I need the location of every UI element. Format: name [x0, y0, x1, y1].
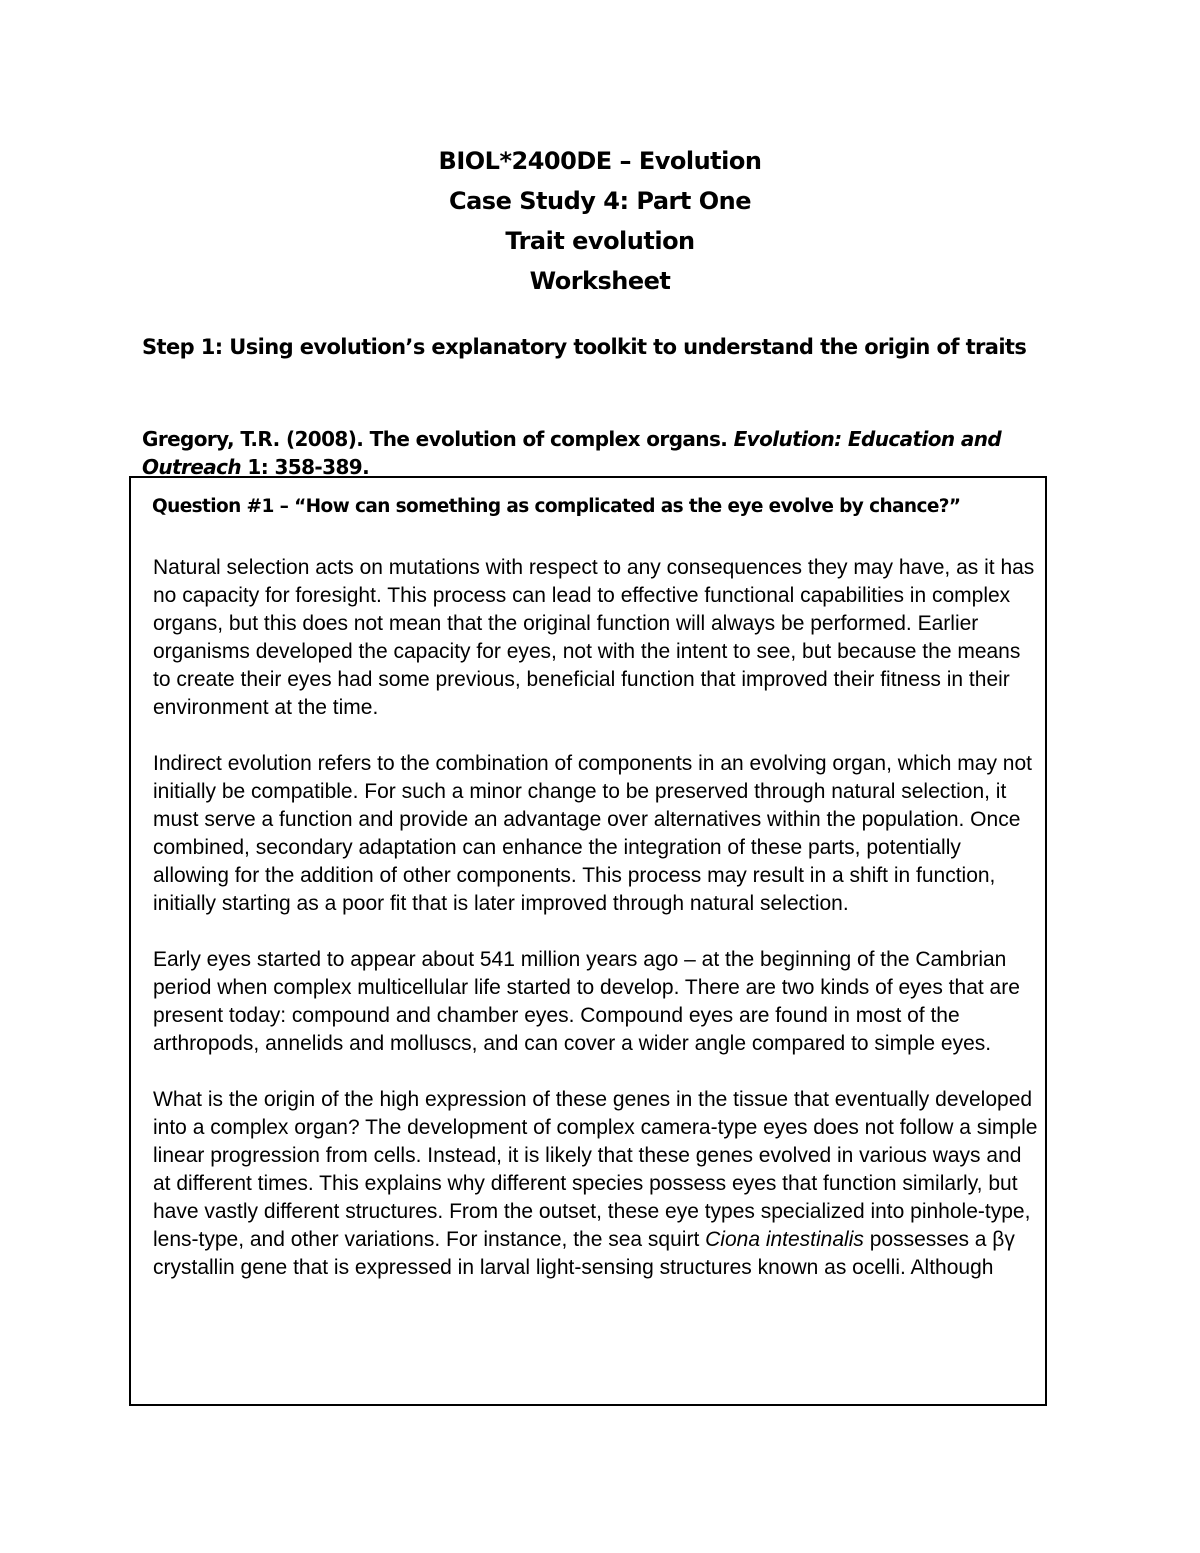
answer-text	[153, 554, 1038, 1310]
topic-title: Trait evolution	[505, 227, 695, 255]
answer-paragraph-4	[153, 1086, 1038, 1282]
document-type-title: Worksheet	[529, 267, 671, 295]
species-name: Ciona intestinalis	[705, 1228, 864, 1251]
case-study-title: Case Study 4: Part One	[449, 187, 751, 215]
answer-paragraph-2: Indirect evolution refers to the combination of components in an evolving organ, which may not initially be compatible. For such a minor change to be preserved through natural selection, it must serve a function and provide an advantage over alternatives within the population. Once combined, secondary adaptation can enhance the integration of these parts, potentially allowing for the addition of other components. This process may result in a shift in function, initially starting as a poor fit that is later improved through natural selection.	[153, 752, 1032, 915]
course-title: BIOL*2400DE – Evolution	[438, 147, 762, 175]
step-heading: Step 1: Using evolution’s explanatory toolkit to understand the origin of traits	[142, 335, 1027, 359]
answer-paragraph-4-start: What is the origin of the high expression of these genes in the tissue that eventually developed into a complex organ? The development of complex camera-type eyes does not follow a simple linear progression from cells. Instead, it is likely that these genes evolved in various ways and at different times. This explains why different species possess eyes that function similarly, but have vastly different structures. From the outset, these eye types specialized into pinhole-type, lens-type, and other variations. For instance, the sea squirt	[153, 1088, 1038, 1251]
citation-authors-title: Gregory, T.R. (2008). The evolution of complex organs.	[142, 427, 728, 451]
answer-paragraph-4-end: possesses a βγ crystallin gene that is expressed in larval light-sensing structures known as ocelli. Although	[153, 1228, 1015, 1279]
citation-journal: Evolution: Education and Outreach	[142, 427, 1002, 479]
title-block	[0, 141, 1200, 301]
question-heading: Question #1 – “How can something as complicated as the eye evolve by chance?”	[152, 496, 961, 517]
citation-volume-pages: 1: 358-389.	[247, 455, 370, 479]
citation	[142, 425, 1072, 481]
answer-box	[129, 476, 1047, 1406]
answer-paragraph-3: Early eyes started to appear about 541 million years ago – at the beginning of the Cambrian period when complex multicellular life started to develop. There are two kinds of eyes that are present today: compound and chamber eyes. Compound eyes are found in most of the arthropods, annelids and molluscs, and can cover a wider angle compared to simple eyes.	[153, 948, 1020, 1055]
answer-paragraph-1: Natural selection acts on mutations with respect to any consequences they may have, as it has no capacity for foresight. This process can lead to effective functional capabilities in complex organs, but this does not mean that the original function will always be performed. Earlier organisms developed the capacity for eyes, not with the intent to see, but because the means to create their eyes had some previous, beneficial function that improved their fitness in their environment at the time.	[153, 556, 1035, 719]
